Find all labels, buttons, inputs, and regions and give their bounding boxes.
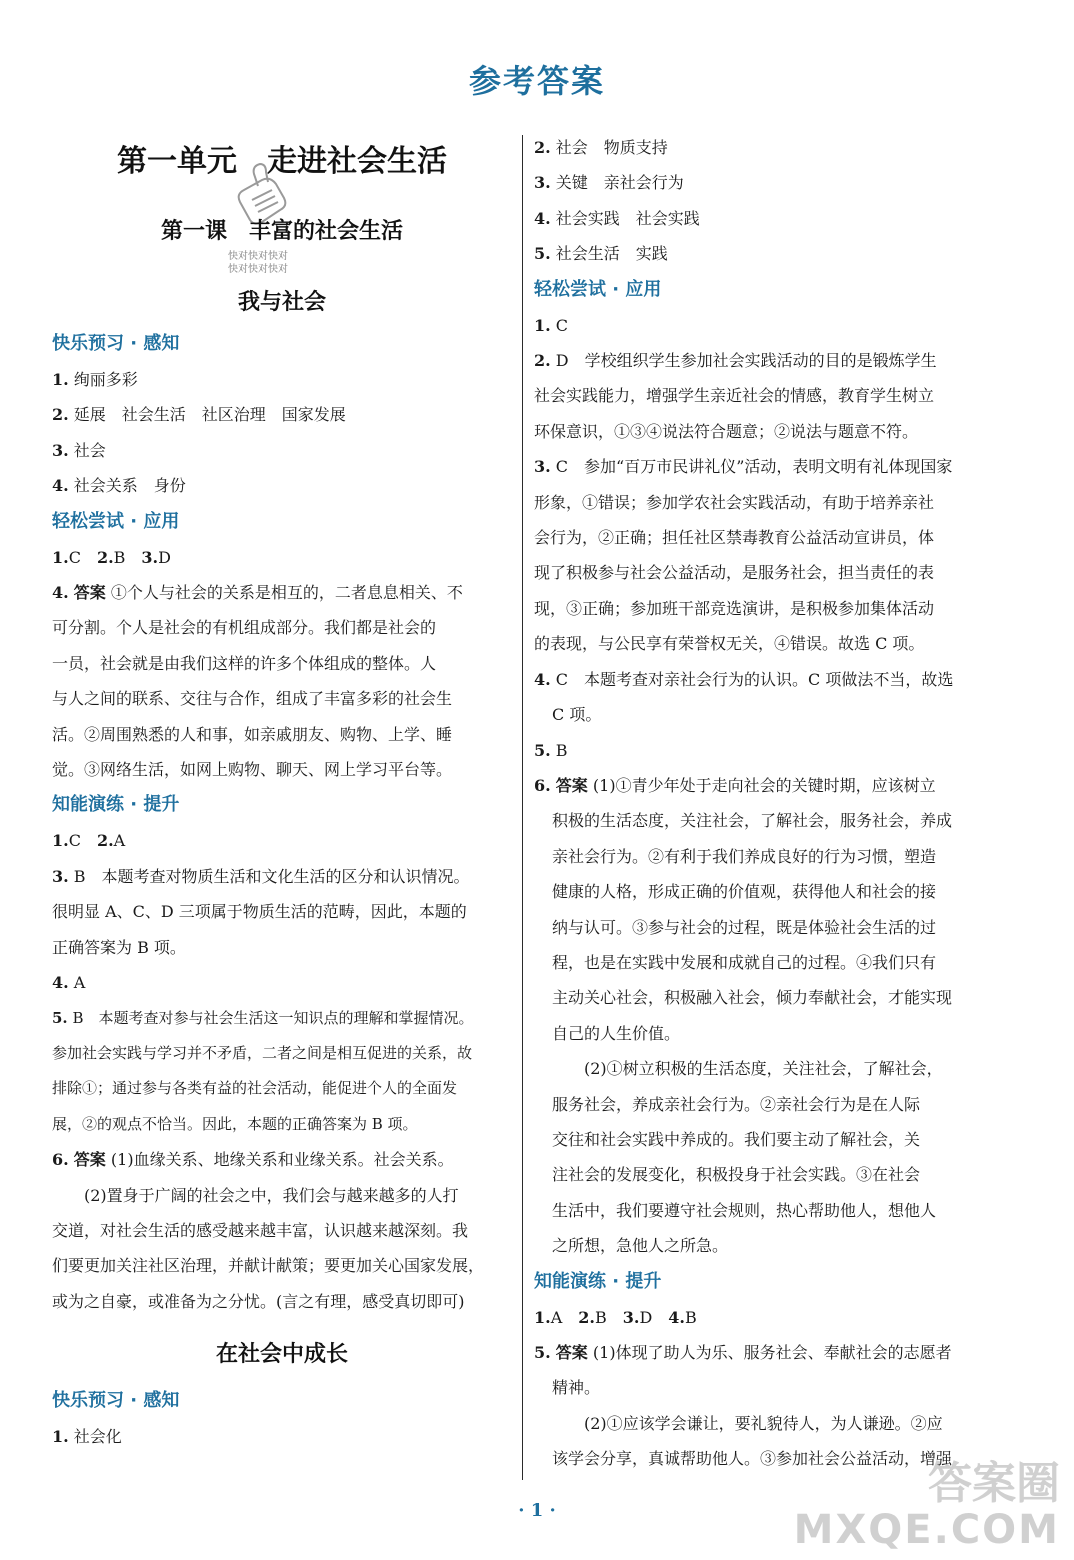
- answer-line: (2)置身于广阔的社会之中，我们会与越来越多的人打: [84, 1185, 459, 1205]
- answer-item: 4. A: [52, 973, 86, 993]
- answer-item: 1.A 2.B 3.D 4.B: [534, 1307, 697, 1327]
- topic-title: 我与社会: [237, 290, 326, 315]
- answer-line: 精神。: [552, 1378, 601, 1398]
- answer-line: 现，③正确；参加班干部竞选演讲，是积极参加集体活动: [534, 598, 935, 618]
- answer-line: 生活中，我们要遵守社会规则，热心帮助他人，想他人: [552, 1200, 937, 1220]
- answer-line: 或为之自豪，或准备为之分忧。(言之有理，感受真切即可): [52, 1291, 465, 1311]
- answer-line: 之所想，急他人之所急。: [552, 1236, 729, 1256]
- answer-item: 5. 社会生活 实践: [534, 244, 668, 264]
- answer-item: 4. 社会实践 社会实践: [534, 208, 700, 228]
- answer-line: 亲社会行为。②有利于我们养成良好的行为习惯，塑造: [552, 846, 937, 866]
- answer-line: 很明显 A、C、D 三项属于物质生活的范畴，因此，本题的: [52, 902, 467, 922]
- answer-item: 5. B 本题考查对参与社会生活这一知识点的理解和掌握情况。: [52, 1008, 474, 1027]
- answer-item: 6. 答案 (1)血缘关系、地缘关系和业缘关系。社会关系。: [52, 1150, 454, 1170]
- answer-line: 与人之间的联系、交往与合作，组成了丰富多彩的社会生: [52, 689, 453, 709]
- answer-line: (2)①应该学会谦让，要礼貌待人，为人谦逊。②应: [584, 1413, 943, 1433]
- answer-line: 健康的人格，形成正确的价值观，获得他人和社会的接: [552, 882, 937, 902]
- answer-line: 会行为，②正确；担任社区禁毒教育公益活动宣讲员，体: [534, 528, 935, 548]
- site-watermark: [793, 1457, 1060, 1553]
- section-heading: 快乐预习 · 感知: [52, 333, 180, 354]
- answer-line: 积极的生活态度，关注社会，了解社会，服务社会，养成: [552, 811, 953, 831]
- answer-line: 活。②周围熟悉的人和事，如亲戚朋友、购物、上学、睡: [52, 724, 453, 744]
- answer-line: 参加社会实践与学习并不矛盾，二者之间是相互促进的关系，故: [52, 1043, 473, 1062]
- answer-line: 排除①；通过参与各类有益的社会活动，能促进个人的全面发: [52, 1079, 458, 1098]
- answer-item: 4. 社会关系 身份: [52, 476, 186, 496]
- answer-line: 形象，①错误；参加学农社会实践活动，有助于培养亲社: [534, 492, 935, 512]
- answer-item: 1. C: [534, 315, 569, 335]
- unit-title: 第一单元 走进社会生活: [117, 144, 447, 179]
- answer-line: 正确答案为 B 项。: [52, 937, 186, 957]
- section-heading: 轻松尝试 · 应用: [534, 278, 662, 300]
- answer-item: 5. B: [534, 740, 568, 760]
- answer-line: 交道，对社会生活的感受越来越丰富，认识越来越深刻。我: [52, 1220, 469, 1240]
- topic-title: 在社会中成长: [215, 1342, 348, 1368]
- answer-item: 3. B 本题考查对物质生活和文化生活的区分和认识情况。: [52, 866, 470, 886]
- answer-item: 1.C 2.A: [52, 831, 126, 851]
- answer-line: 自己的人生价值。: [552, 1023, 681, 1043]
- answer-line: 交往和社会实践中养成的。我们要主动了解社会，关: [552, 1129, 921, 1149]
- answer-item: 2. D 学校组织学生参加社会实践活动的目的是锻炼学生: [534, 351, 937, 371]
- answer-item: 1. 绚丽多彩: [52, 370, 138, 389]
- answer-line: 现了积极参与社会公益活动，是服务社会，担当责任的表: [534, 563, 935, 583]
- answer-line: 可分割。个人是社会的有机组成部分。我们都是社会的: [52, 618, 437, 638]
- answer-item: 5. 答案 (1)体现了助人为乐、服务社会、奉献社会的志愿者: [534, 1343, 952, 1362]
- answer-item: 3. 关键 亲社会行为: [534, 173, 684, 193]
- answer-item: 2. 社会 物质支持: [534, 138, 668, 157]
- answer-line: 觉。③网络生活，如网上购物、聊天、网上学习平台等。: [52, 760, 453, 780]
- answer-line: 程，也是在实践中发展和成就自己的过程。④我们只有: [552, 952, 937, 972]
- page-number: · 1 ·: [518, 1500, 556, 1521]
- answer-line: 社会实践能力，增强学生亲近社会的情感，教育学生树立: [534, 386, 935, 406]
- answer-line: 环保意识，①③④说法符合题意；②说法与题意不符。: [534, 421, 919, 441]
- answer-line: C 项。: [552, 705, 602, 725]
- left-column: [52, 140, 512, 1455]
- section-heading: 知能演练 · 提升: [52, 794, 180, 816]
- section-heading: 轻松尝试 · 应用: [52, 510, 180, 532]
- answer-line: (2)①树立积极的生活态度，关注社会，了解社会，: [584, 1059, 943, 1079]
- answer-line: 展，②的观点不恰当。因此，本题的正确答案为 B 项。: [52, 1114, 418, 1133]
- answer-item: 4. 答案 ①个人与社会的关系是相互的，二者息息相关、不: [52, 583, 463, 603]
- answer-line: 一员，社会就是由我们这样的许多个体组成的整体。人: [52, 653, 437, 673]
- right-column: [534, 130, 996, 1477]
- answer-line: 注社会的发展变化，积极投身于社会实践。③在社会: [552, 1165, 921, 1185]
- watermark-line: 快对快对快对: [228, 251, 288, 262]
- answer-item: 4. C 本题考查对亲社会行为的认识。C 项做法不当，故选: [534, 669, 954, 689]
- answer-line: 主动关心社会，积极融入社会，倾力奉献社会，才能实现: [552, 988, 953, 1008]
- answer-line: 服务社会，养成亲社会行为。②亲社会行为是在人际: [552, 1094, 921, 1114]
- lesson-title: 第一课 丰富的社会生活: [160, 219, 403, 244]
- answer-item: 2. 延展 社会生活 社区治理 国家发展: [52, 405, 346, 425]
- answer-line: 该学会分享，真诚帮助他人。③参加社会公益活动，增强: [552, 1449, 953, 1469]
- answer-item: 3. 社会: [52, 440, 106, 460]
- page-title: 参考答案: [468, 62, 605, 100]
- site-watermark-logo: 答案圈: [928, 1457, 1060, 1509]
- answer-item: 1.C 2.B 3.D: [52, 547, 171, 567]
- answer-item: 6. 答案 (1)①青少年处于走向社会的关键时期，应该树立: [534, 775, 936, 795]
- site-watermark-domain: MXQE.COM: [793, 1507, 1060, 1553]
- answer-line: 的表现，与公民享有荣誉权无关，④错误。故选 C 项。: [534, 634, 925, 654]
- answer-line: 们要更加关注社区治理，并献计献策；要更加关心国家发展，: [52, 1256, 485, 1276]
- column-divider: [522, 135, 523, 1480]
- answer-line: 纳与认可。③参与社会的过程，既是体验社会生活的过: [552, 917, 937, 937]
- answer-item: 1. 社会化: [52, 1427, 122, 1447]
- answer-item: 3. C 参加“百万市民讲礼仪”活动，表明文明有礼体现国家: [534, 457, 953, 477]
- watermark-line: 快对快对快对: [228, 264, 288, 275]
- section-heading: 快乐预习 · 感知: [52, 1390, 180, 1412]
- section-heading: 知能演练 · 提升: [534, 1270, 662, 1292]
